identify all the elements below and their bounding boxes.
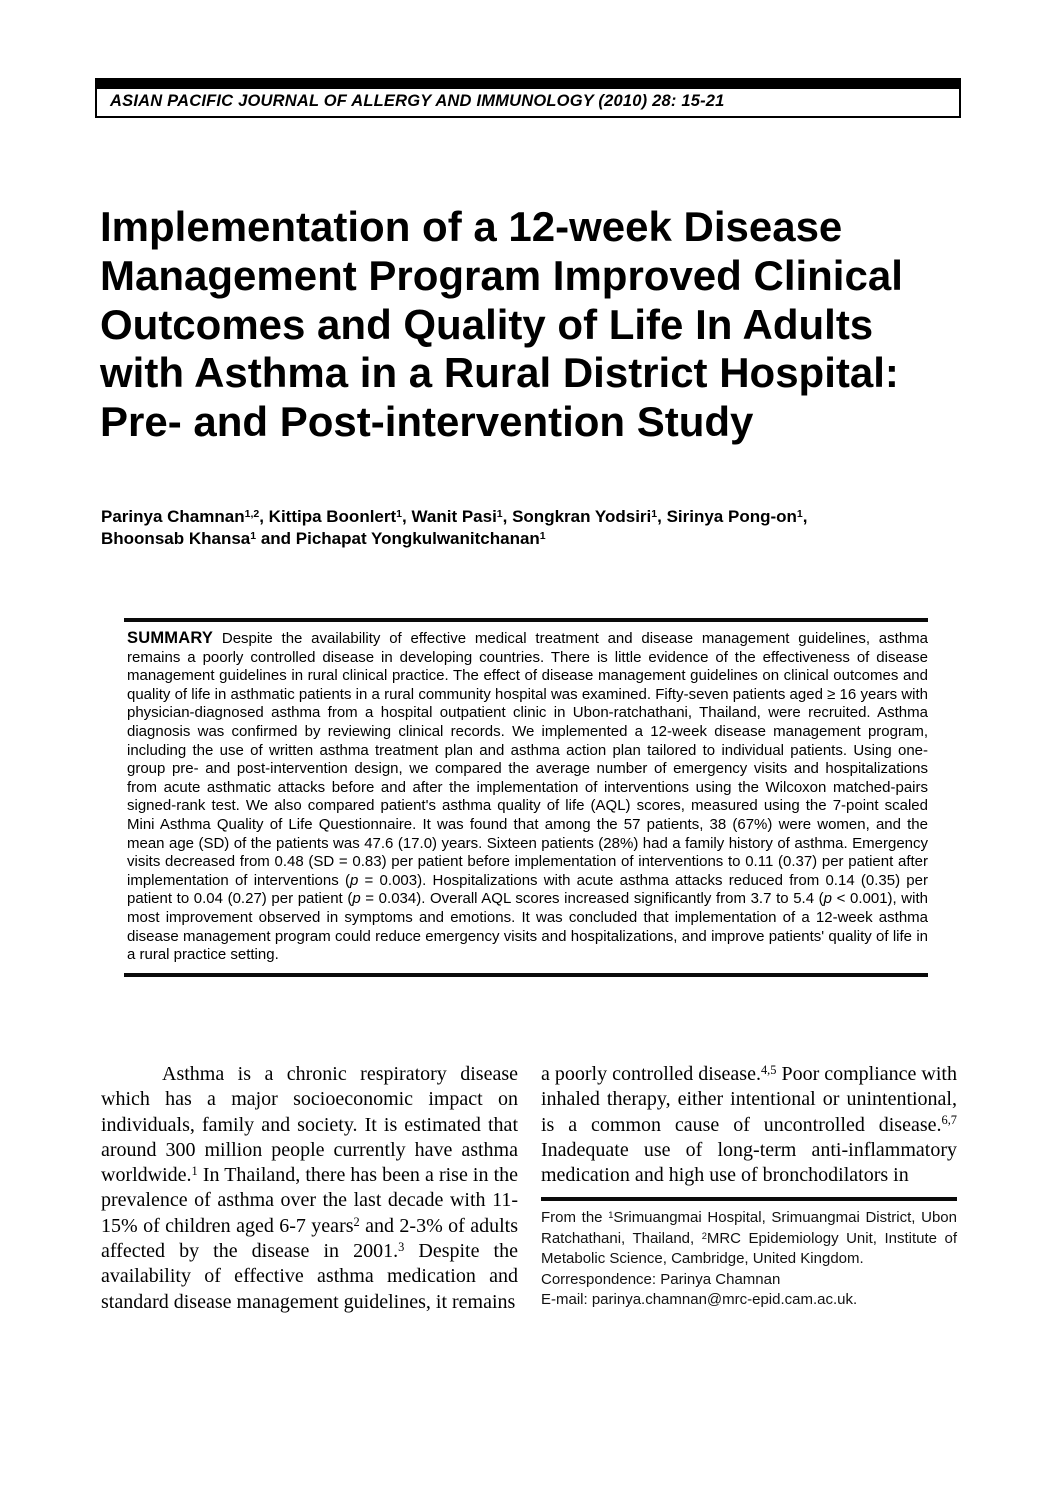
abstract-section [124, 618, 928, 977]
author-list [101, 506, 963, 549]
text-segment: p [352, 890, 361, 908]
reference-superscript: 1 [796, 508, 803, 521]
text-segment: < 0.001), with most improvement observed in symptoms and emotions. It was concluded that implementation of a 12-week asthma disease management program could reduce emergency visits and hospitalizations, and improve patients' quality of life in a rural practice setting. [127, 890, 928, 964]
article-title: Implementation of a 12-week Disease Management Program Improved Clinical Outcomes and Quality of Life In Adults with Asthma in a Rural District Hospital: Pre- and Post-intervention Study [100, 203, 903, 445]
text-segment: , Songkran Yodsiri [502, 507, 652, 526]
text-segment: , Sirinya Pong-on [657, 507, 797, 526]
reference-superscript: 6,7 [941, 1113, 957, 1128]
text-segment: = 0.034). Overall AQL scores increased significantly from 3.7 to 5.4 ( [360, 890, 824, 908]
author-line-2 [101, 528, 963, 550]
affiliation-footnote [541, 1197, 957, 1310]
text-segment: , [802, 507, 808, 526]
reference-superscript: 1 [191, 1164, 198, 1178]
text-segment: , Kittipa Boonlert [259, 507, 397, 526]
text-segment: Parinya Chamnan [101, 507, 245, 526]
text-segment: From the [541, 1209, 609, 1227]
reference-superscript: 2 [701, 1230, 707, 1241]
text-segment: MRC Epidemiology Unit, Institute of Metabolic Science, Cambridge, United Kingdom. [541, 1229, 957, 1268]
text-segment: Asthma is a chronic respiratory disease which has a major socioeconomic impact on individuals, family and society. It is estimated that around 300 million people currently have asthma worldwide. [101, 1063, 518, 1187]
text-segment: Despite the availability of effective medical treatment and disease management guidelines, asthma remains a poorly controlled disease in developing countries. There is little evidence of the effectiveness of disease management guidelines in rural clinical practice. The effect of disease management guidelines on clinical outcomes and quality of life in asthmatic patients in a rural community hospital was examined. Fifty-seven patients aged ≥ 16 years with physician-diagnosed asthma from a hospital outpatient clinic in Ubon-ratchathani, Thailand, were recruited. Asthma diagnosis was confirmed by reviewing clinical records. We implemented a 12-week disease management program, including the use of written asthma treatment plan and asthma action plan tailored to individual patients. Using one-group pre- and post-intervention design, we compared the average number of emergency visits and hospitalizations from acute asthmatic attacks before and after the implementation of interventions using the Wilcoxon matched-pairs signed-rank test. We also compared patient's asthma quality of life (AQL) scores, measured using the 7-point scaled Mini Asthma Quality of Life Questionnaire. It was found that among the 57 patients, 38 (67%) were women, and the mean age (SD) of the patients was 47.6 (17.0) years. Sixteen patients (28%) had a family history of asthma. Emergency visits decreased from 0.48 (SD = 0.83) per patient before implementation of interventions to 0.11 (0.37) per patient after implementation of interventions ( [127, 630, 928, 889]
summary-text [127, 630, 928, 963]
text-segment: In Thailand, there has been a rise in the prevalence of asthma over the last decade with 11-15% of children aged 6-7 years [101, 1164, 518, 1237]
text-segment: Srimuangmai Hospital, Srimuangmai District, Ubon Ratchathani, Thailand, [541, 1209, 957, 1247]
journal-citation: ASIAN PACIFIC JOURNAL OF ALLERGY AND IMMUNOLOGY (2010) 28: 15-21 [110, 92, 725, 110]
reference-superscript: 1 [651, 508, 658, 521]
text-segment: p [823, 890, 832, 908]
reference-superscript: 1,2 [244, 508, 260, 521]
reference-superscript: 2 [353, 1214, 360, 1229]
correspondence-line: Correspondence: Parinya Chamnan [541, 1270, 781, 1288]
intro-paragraph [101, 1062, 518, 1315]
reference-superscript: 1 [539, 529, 546, 542]
text-segment: , Wanit Pasi [402, 507, 497, 526]
author-line-1 [101, 506, 963, 528]
journal-banner [95, 78, 961, 118]
body-column-left [101, 1062, 518, 1315]
text-segment: = 0.003). Hospitalizations with acute asthma attacks reduced from 0.14 (0.35) per patient to 0.04 (0.27) per patient ( [127, 871, 928, 908]
body-column-right [541, 1062, 957, 1311]
text-segment: a poorly controlled disease. [541, 1063, 761, 1085]
summary-label: SUMMARY [127, 629, 214, 647]
reference-superscript: 1 [496, 508, 503, 521]
text-segment: Poor compliance with inhaled therapy, either intentional or unintentional, is a common cause of uncontrolled disease. [541, 1063, 957, 1136]
text-segment: Inadequate use of long-term anti-inflammatory medication and high use of bronchodilators in [541, 1138, 957, 1187]
reference-superscript: 1 [608, 1210, 614, 1221]
text-segment: p [349, 871, 359, 889]
reference-superscript: 3 [398, 1239, 405, 1254]
text-segment: Bhoonsab Khansa [101, 528, 251, 548]
intro-paragraph-continued [541, 1062, 957, 1188]
email-line: E-mail: parinya.chamnan@mrc-epid.cam.ac.uk. [541, 1291, 858, 1309]
reference-superscript: 1 [396, 508, 403, 521]
reference-superscript: 4,5 [760, 1062, 777, 1077]
affiliation-text [541, 1208, 957, 1269]
text-segment: and Pichapat Yongkulwanitchanan [256, 528, 540, 548]
text-segment: Despite the availability of effective asthma medication and standard disease management guidelines, it remains [101, 1240, 518, 1313]
text-segment: and 2-3% of adults affected by the disease in 2001. [101, 1214, 518, 1263]
banner-rule-bar [95, 78, 961, 87]
reference-superscript: 1 [250, 529, 257, 542]
journal-citation-box [95, 87, 961, 118]
